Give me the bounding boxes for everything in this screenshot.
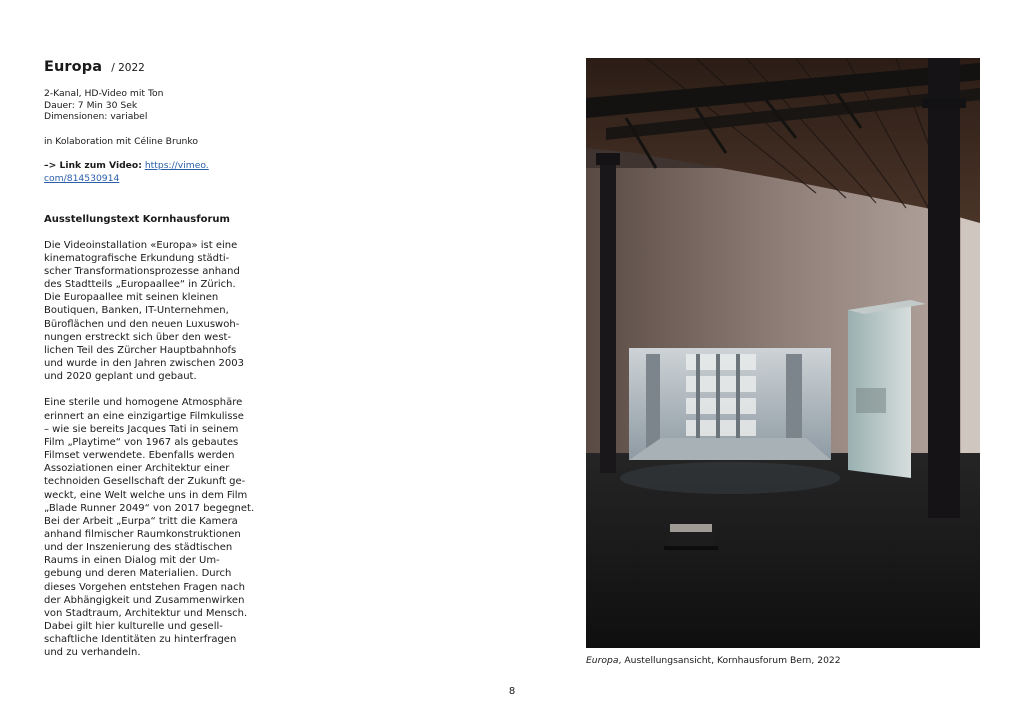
video-link-part1: https://vimeo. <box>144 160 209 172</box>
work-medium: 2-Kanal, HD-Video mit Ton <box>44 88 164 99</box>
text-line: schaftliche Identitäten zu hinterfragen <box>44 634 237 646</box>
text-line: erinnert an eine einzigartige Filmkulisse <box>44 410 244 422</box>
paragraph-1 <box>44 239 244 384</box>
text-line: und der Inszenierung des städtischen <box>44 542 233 554</box>
text-line: des Stadtteils „Europaallee“ in Zürich. <box>44 279 236 291</box>
text-line: Filmset verwendete. Ebenfalls werden <box>44 450 235 462</box>
text-line: lichen Teil des Zürcher Hauptbahnhofs <box>44 344 237 356</box>
work-year: / 2022 <box>111 62 145 74</box>
text-line: Dabei gilt hier kulturelle und gesell- <box>44 621 223 633</box>
video-link-label: –> Link zum Video: <box>44 160 142 172</box>
text-line: weckt, eine Welt welche uns in dem Film <box>44 489 248 501</box>
text-line: Büroflächen und den neuen Luxuswoh- <box>44 318 240 330</box>
text-line: nungen erstreckt sich über den west- <box>44 331 232 343</box>
caption-work-title: Europa <box>586 655 619 666</box>
text-line: Film „Playtime“ von 1967 als gebautes <box>44 436 239 448</box>
video-link-part2: com/814530914 <box>44 172 120 184</box>
exhibition-text <box>44 239 255 660</box>
text-line: der Abhängigkeit und Zusammenwirken <box>44 594 245 606</box>
collaboration-note: in Kolaboration mit Céline Brunko <box>44 135 198 147</box>
text-line: gebung und deren Materialien. Durch <box>44 568 232 580</box>
work-title: Europa <box>44 59 103 75</box>
text-line: – wie sie bereits Jacques Tati in seinem <box>44 423 239 435</box>
text-line: Die Videoinstallation «Europa» ist eine <box>44 239 238 251</box>
photo-caption <box>586 655 841 667</box>
text-line: kinematografische Erkundung städti- <box>44 252 230 264</box>
caption-details: , Austellungsansicht, Kornhausforum Bern, 2022 <box>618 655 841 666</box>
text-line: von Stadtraum, Architektur und Mensch. <box>44 607 248 619</box>
text-line: dieses Vorgehen entstehen Fragen nach <box>44 581 245 593</box>
text-line: und zu verhandeln. <box>44 647 141 659</box>
text-line: Eine sterile und homogene Atmosphäre <box>44 397 243 409</box>
video-link-block <box>44 160 244 185</box>
text-line: Raums in einen Dialog mit der Um- <box>44 555 220 567</box>
text-line: anhand filmischer Raumkonstruktionen <box>44 528 241 540</box>
text-line: und 2020 geplant und gebaut. <box>44 371 197 383</box>
text-line: Assoziationen einer Architektur einer <box>44 463 230 475</box>
text-line: scher Transformationsprozesse anhand <box>44 265 240 277</box>
paragraph-2 <box>44 396 255 659</box>
work-dimensions: Dimensionen: variabel <box>44 111 148 123</box>
page-number: 8 <box>508 686 516 697</box>
text-line: Die Europaallee mit seinen kleinen <box>44 292 219 304</box>
section-heading: Ausstellungstext Kornhausforum <box>44 213 230 225</box>
text-line: Boutiquen, Banken, IT-Unternehmen, <box>44 305 229 317</box>
work-details <box>44 88 244 123</box>
work-heading <box>44 56 244 78</box>
text-line: „Blade Runner 2049“ von 2017 begegnet. <box>44 502 255 514</box>
text-column <box>44 56 255 660</box>
text-line: Bei der Arbeit „Eurpa“ tritt die Kamera <box>44 515 238 527</box>
text-line: und wurde in den Jahren zwischen 2003 <box>44 357 244 369</box>
exhibition-photo <box>586 58 980 648</box>
text-line: technoiden Gesellschaft der Zukunft ge- <box>44 476 246 488</box>
work-duration: Dauer: 7 Min 30 Sek <box>44 99 138 111</box>
